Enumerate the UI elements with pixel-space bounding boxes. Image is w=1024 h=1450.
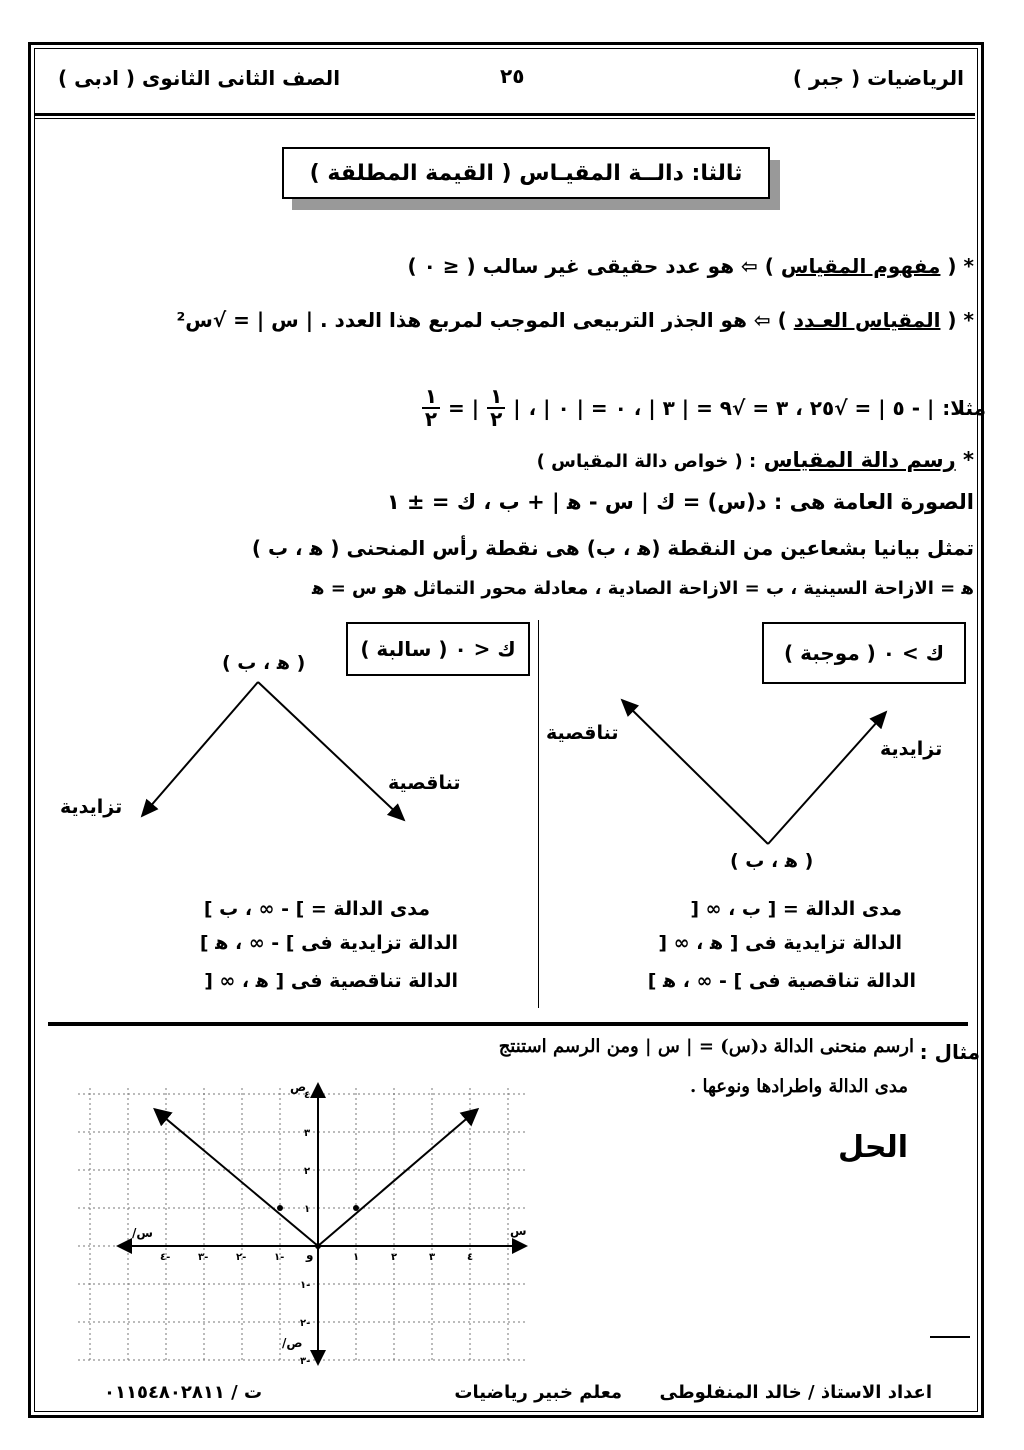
curve-left-ray [155, 1109, 318, 1246]
negative-left-label: تزايدية [60, 796, 123, 818]
positive-increasing: الدالة تزايدية فى [ ﻫ ، ∞ [ [658, 932, 902, 954]
positive-left-ray [622, 700, 768, 844]
star-bullet: * [963, 254, 974, 278]
positive-right-ray [768, 712, 886, 844]
y-tick-label: ٤ [304, 1090, 311, 1101]
y-tick-label: ٢ [304, 1166, 311, 1177]
case-negative-graph [120, 676, 420, 836]
definition-concept-text: ) ⇦ هو عدد حقيقى غير سالب ( ≤ ٠ ) [407, 254, 774, 278]
abs-close-bar: | = [448, 396, 480, 420]
y-tick-label: ٢- [300, 1318, 311, 1329]
represent-text: تمثل بيانيا بشعاعين من النقطة (ﻫ ، ب) هى نقطة رأس المنحنى ( ﻫ ، ب ) [251, 536, 974, 560]
definition-number-abs-formula: | س | = √س² [176, 308, 314, 332]
example-rule [48, 1022, 968, 1026]
definition-number-abs-term: المقياس العـدد [793, 308, 941, 332]
star-bullet: * [963, 448, 974, 472]
example-line2: مدى الدالة واطرادها ونوعها . [689, 1076, 908, 1097]
positive-left-label: تناقصية [546, 722, 619, 744]
case-positive-box: ك > ٠ ( موجبة ) [762, 622, 966, 684]
header-rule [35, 113, 975, 116]
negative-increasing: الدالة تزايدية فى ] - ∞ ، ﻫ ] [199, 932, 458, 954]
header-page-number: ٢٥ [500, 64, 525, 88]
point-neg1-1 [277, 1205, 283, 1211]
footer-phone: ت / ٠١١٥٤٨٠٢٨١١ [104, 1382, 263, 1403]
paren-open: ( [947, 308, 957, 332]
x-tick-label: ٣ [429, 1252, 436, 1263]
y-neg-axis-label: ص/ [282, 1336, 303, 1350]
examples-part1: | - ٥ | = √٢٥ ، ٣ = √٩ = | ٣ | ، ٠ = | ٠ | ، [528, 396, 935, 420]
x-tick-label: ٢- [236, 1252, 247, 1263]
y-tick-label: ٣ [304, 1128, 311, 1139]
point-1-1 [353, 1205, 359, 1211]
x-tick-label: ٢ [391, 1252, 398, 1263]
positive-decreasing: الدالة تناقصية فى ] - ∞ ، ﻫ ] [647, 970, 916, 992]
section-title: ثالثا: دالــة المقيـاس ( القيمة المطلقة ) [282, 147, 770, 199]
y-tick-label: ١ [304, 1204, 311, 1215]
x-tick-label: ٣- [198, 1252, 209, 1263]
negative-range: مدى الدالة = ] - ∞ ، ب ] [203, 898, 430, 920]
fraction-half-result: $\frac{١}{٢}$ [422, 386, 440, 430]
x-tick-label: ١- [274, 1252, 285, 1263]
positive-right-label: تزايدية [880, 738, 943, 760]
star-bullet: * [963, 308, 974, 332]
negative-left-ray [142, 682, 258, 816]
solution-heading: الحل [838, 1130, 908, 1165]
header-grade: الصف الثانى الثانوى ( ادبى ) [58, 66, 341, 90]
abs-open-bar: | [513, 396, 521, 420]
positive-range: مدى الدالة = [ ب ، ∞ [ [690, 898, 902, 920]
positive-vertex-label: ( ﻫ ، ب ) [730, 850, 814, 872]
example-label: مثال : [919, 1040, 980, 1064]
negative-vertex-label: ( ﻫ ، ب ) [222, 652, 306, 674]
negative-decreasing: الدالة تناقصية فى [ ﻫ ، ∞ [ [204, 970, 458, 992]
x-tick-label: ٤ [467, 1252, 474, 1263]
header-rule-thin [35, 118, 975, 119]
y-axis-label: ص [290, 1080, 307, 1094]
x-axis-label: س [510, 1224, 527, 1238]
fraction-half: $\frac{١}{٢}$ [487, 386, 505, 430]
footer-rule [930, 1336, 970, 1338]
case-negative-box: ك < ٠ ( سالبة ) [346, 622, 530, 676]
header-subject: الرياضيات ( جبر ) [792, 66, 964, 90]
paren-open: ( [947, 254, 957, 278]
example-line1: ارسم منحنى الدالة د(س) = | س | ومن الرسم استنتج [498, 1036, 914, 1057]
graph-heading-title: رسم دالة المقياس [763, 448, 956, 472]
footer-author: اعداد الاستاذ / خالد المنفلوطى [659, 1382, 932, 1403]
examples-label: مثلا: [942, 396, 986, 420]
curve-right-ray [318, 1109, 478, 1246]
x-tick-label: ١ [353, 1252, 360, 1263]
y-tick-label: ١- [300, 1280, 311, 1291]
negative-right-label: تناقصية [388, 772, 461, 794]
abs-function-plot [78, 1082, 532, 1366]
y-tick-label: ٣- [300, 1356, 311, 1366]
graph-heading-sub: : ( خواص دالة المقياس ) [536, 451, 757, 472]
examples-line [422, 386, 986, 430]
shifts-text: ﻫ = الازاحة السينية ، ب = الازاحة الصادية ، معادلة محور التماثل هو س = ﻫ [311, 578, 974, 599]
point-origin [315, 1243, 321, 1249]
definition-number-abs-text: ) ⇦ هو الجذر التربيعى الموجب لمربع هذا العدد . [320, 308, 787, 332]
x-neg-axis-label: س/ [132, 1226, 153, 1240]
general-form: الصورة العامة هى : د(س) = ك | س - ﻫ | + ب ، ك = ± ١ [386, 490, 974, 514]
graph-heading [537, 448, 974, 472]
cases-divider [538, 620, 539, 1008]
origin-label: و [306, 1248, 314, 1262]
footer-role: معلم خبير رياضيات [454, 1382, 622, 1403]
definition-number-abs [177, 308, 975, 332]
x-tick-label: ٤- [160, 1252, 171, 1263]
negative-right-ray [258, 682, 404, 820]
definition-concept-term: مفهوم المقياس [780, 254, 941, 278]
definition-concept [407, 254, 974, 278]
